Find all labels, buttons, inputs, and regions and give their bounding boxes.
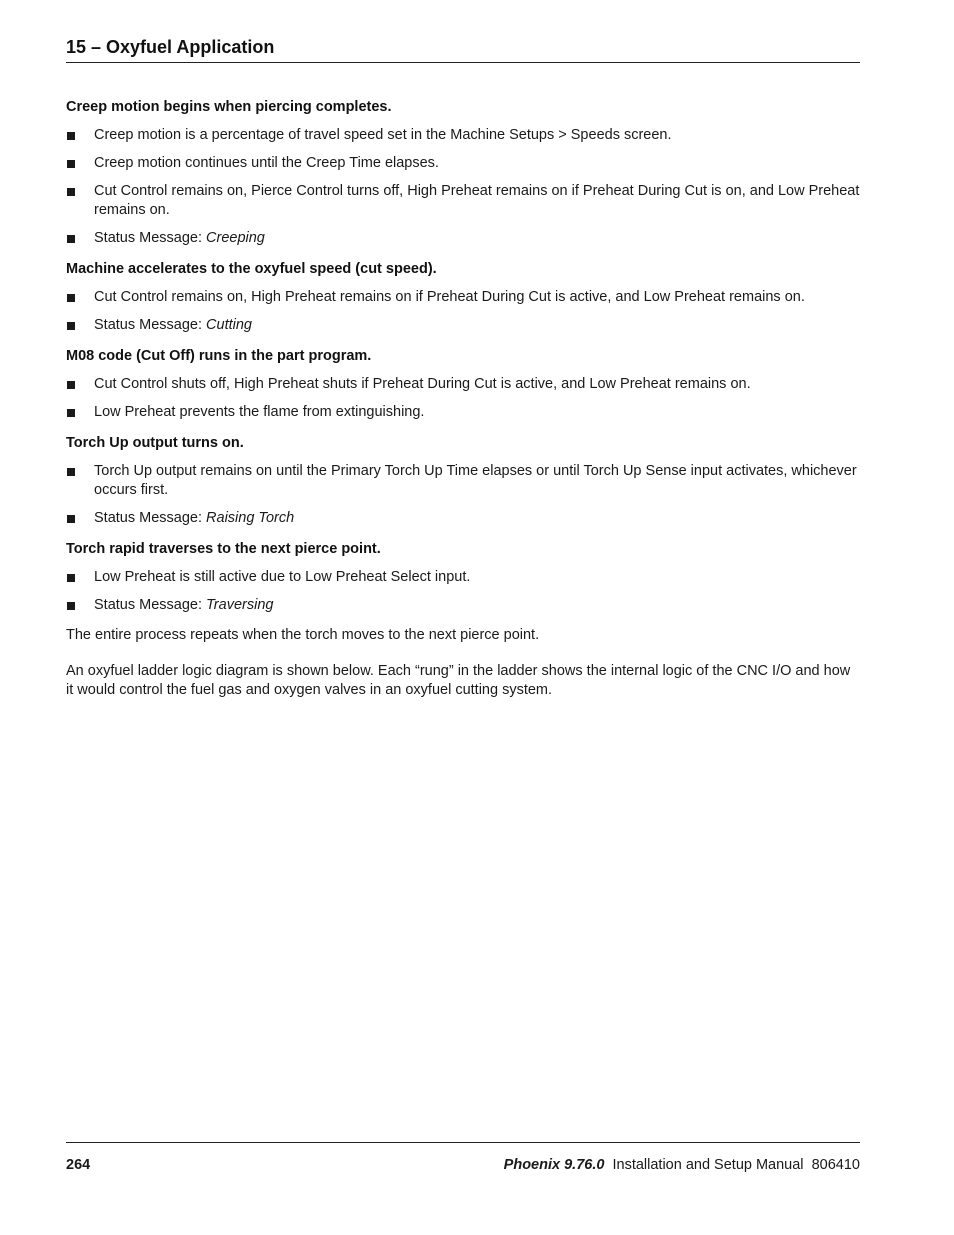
part-number: 806410 xyxy=(811,1157,860,1173)
bullet-list xyxy=(66,288,860,335)
bullet-list xyxy=(66,126,860,248)
body-paragraph: The entire process repeats when the torch moves to the next pierce point. xyxy=(66,627,540,643)
section-torch-rapid-traverse xyxy=(66,539,860,615)
square-bullet-icon xyxy=(67,602,75,610)
list-item: Status Message: Raising Torch xyxy=(66,509,860,528)
list-item: Status Message: Creeping xyxy=(66,229,860,248)
list-item: Low Preheat prevents the flame from extinguishing. xyxy=(66,403,860,422)
page-footer xyxy=(66,1142,860,1175)
bullet-list xyxy=(66,568,860,615)
bullet-list xyxy=(66,462,860,528)
section-heading: Torch Up output turns on. xyxy=(66,435,244,451)
list-item: Torch Up output remains on until the Primary Torch Up Time elapses or until Torch Up Sense input activates, whichever occurs first. xyxy=(66,462,860,500)
page-number: 264 xyxy=(66,1157,91,1173)
list-item: Cut Control remains on, High Preheat remains on if Preheat During Cut is active, and Low Preheat remains on. xyxy=(66,288,860,307)
section-heading: Torch rapid traverses to the next pierce point. xyxy=(66,541,381,557)
square-bullet-icon xyxy=(67,515,75,523)
manual-title: Installation and Setup Manual xyxy=(612,1157,804,1173)
square-bullet-icon xyxy=(67,574,75,582)
bullet-list xyxy=(66,375,860,422)
list-item: Creep motion is a percentage of travel speed set in the Machine Setups > Speeds screen. xyxy=(66,126,860,145)
square-bullet-icon xyxy=(67,409,75,417)
section-heading: Creep motion begins when piercing completes. xyxy=(66,99,392,115)
section-torch-up xyxy=(66,433,860,528)
section-heading: Machine accelerates to the oxyfuel speed (cut speed). xyxy=(66,261,437,277)
status-message-value: Creeping xyxy=(206,230,265,246)
square-bullet-icon xyxy=(67,235,75,243)
section-heading: M08 code (Cut Off) runs in the part program. xyxy=(66,348,372,364)
list-item: Cut Control shuts off, High Preheat shuts if Preheat During Cut is active, and Low Preheat remains on. xyxy=(66,375,860,394)
square-bullet-icon xyxy=(67,322,75,330)
section-creep-motion xyxy=(66,97,860,248)
square-bullet-icon xyxy=(67,381,75,389)
list-item: Creep motion continues until the Creep Time elapses. xyxy=(66,154,860,173)
chapter-title: 15 – Oxyfuel Application xyxy=(66,37,275,57)
body-paragraph: An oxyfuel ladder logic diagram is shown below. Each “rung” in the ladder shows the internal logic of the CNC I/O and how it would control the fuel gas and oxygen valves in an oxyfuel cutting system. xyxy=(66,663,851,698)
list-item: Status Message: Traversing xyxy=(66,596,860,615)
status-message-value: Cutting xyxy=(206,317,252,333)
square-bullet-icon xyxy=(67,294,75,302)
status-message-value: Traversing xyxy=(206,597,274,613)
list-item: Low Preheat is still active due to Low Preheat Select input. xyxy=(66,568,860,587)
status-message-value: Raising Torch xyxy=(206,510,295,526)
square-bullet-icon xyxy=(67,132,75,140)
list-item: Status Message: Cutting xyxy=(66,316,860,335)
page-content xyxy=(66,97,860,717)
section-machine-accelerates xyxy=(66,259,860,335)
section-m08-code xyxy=(66,346,860,422)
manual-info xyxy=(504,1156,860,1175)
square-bullet-icon xyxy=(67,468,75,476)
page-header xyxy=(66,36,860,63)
square-bullet-icon xyxy=(67,188,75,196)
square-bullet-icon xyxy=(67,160,75,168)
list-item: Cut Control remains on, Pierce Control turns off, High Preheat remains on if Preheat During Cut is on, and Low Preheat remains on. xyxy=(66,182,860,220)
product-name: Phoenix 9.76.0 xyxy=(503,1157,605,1173)
